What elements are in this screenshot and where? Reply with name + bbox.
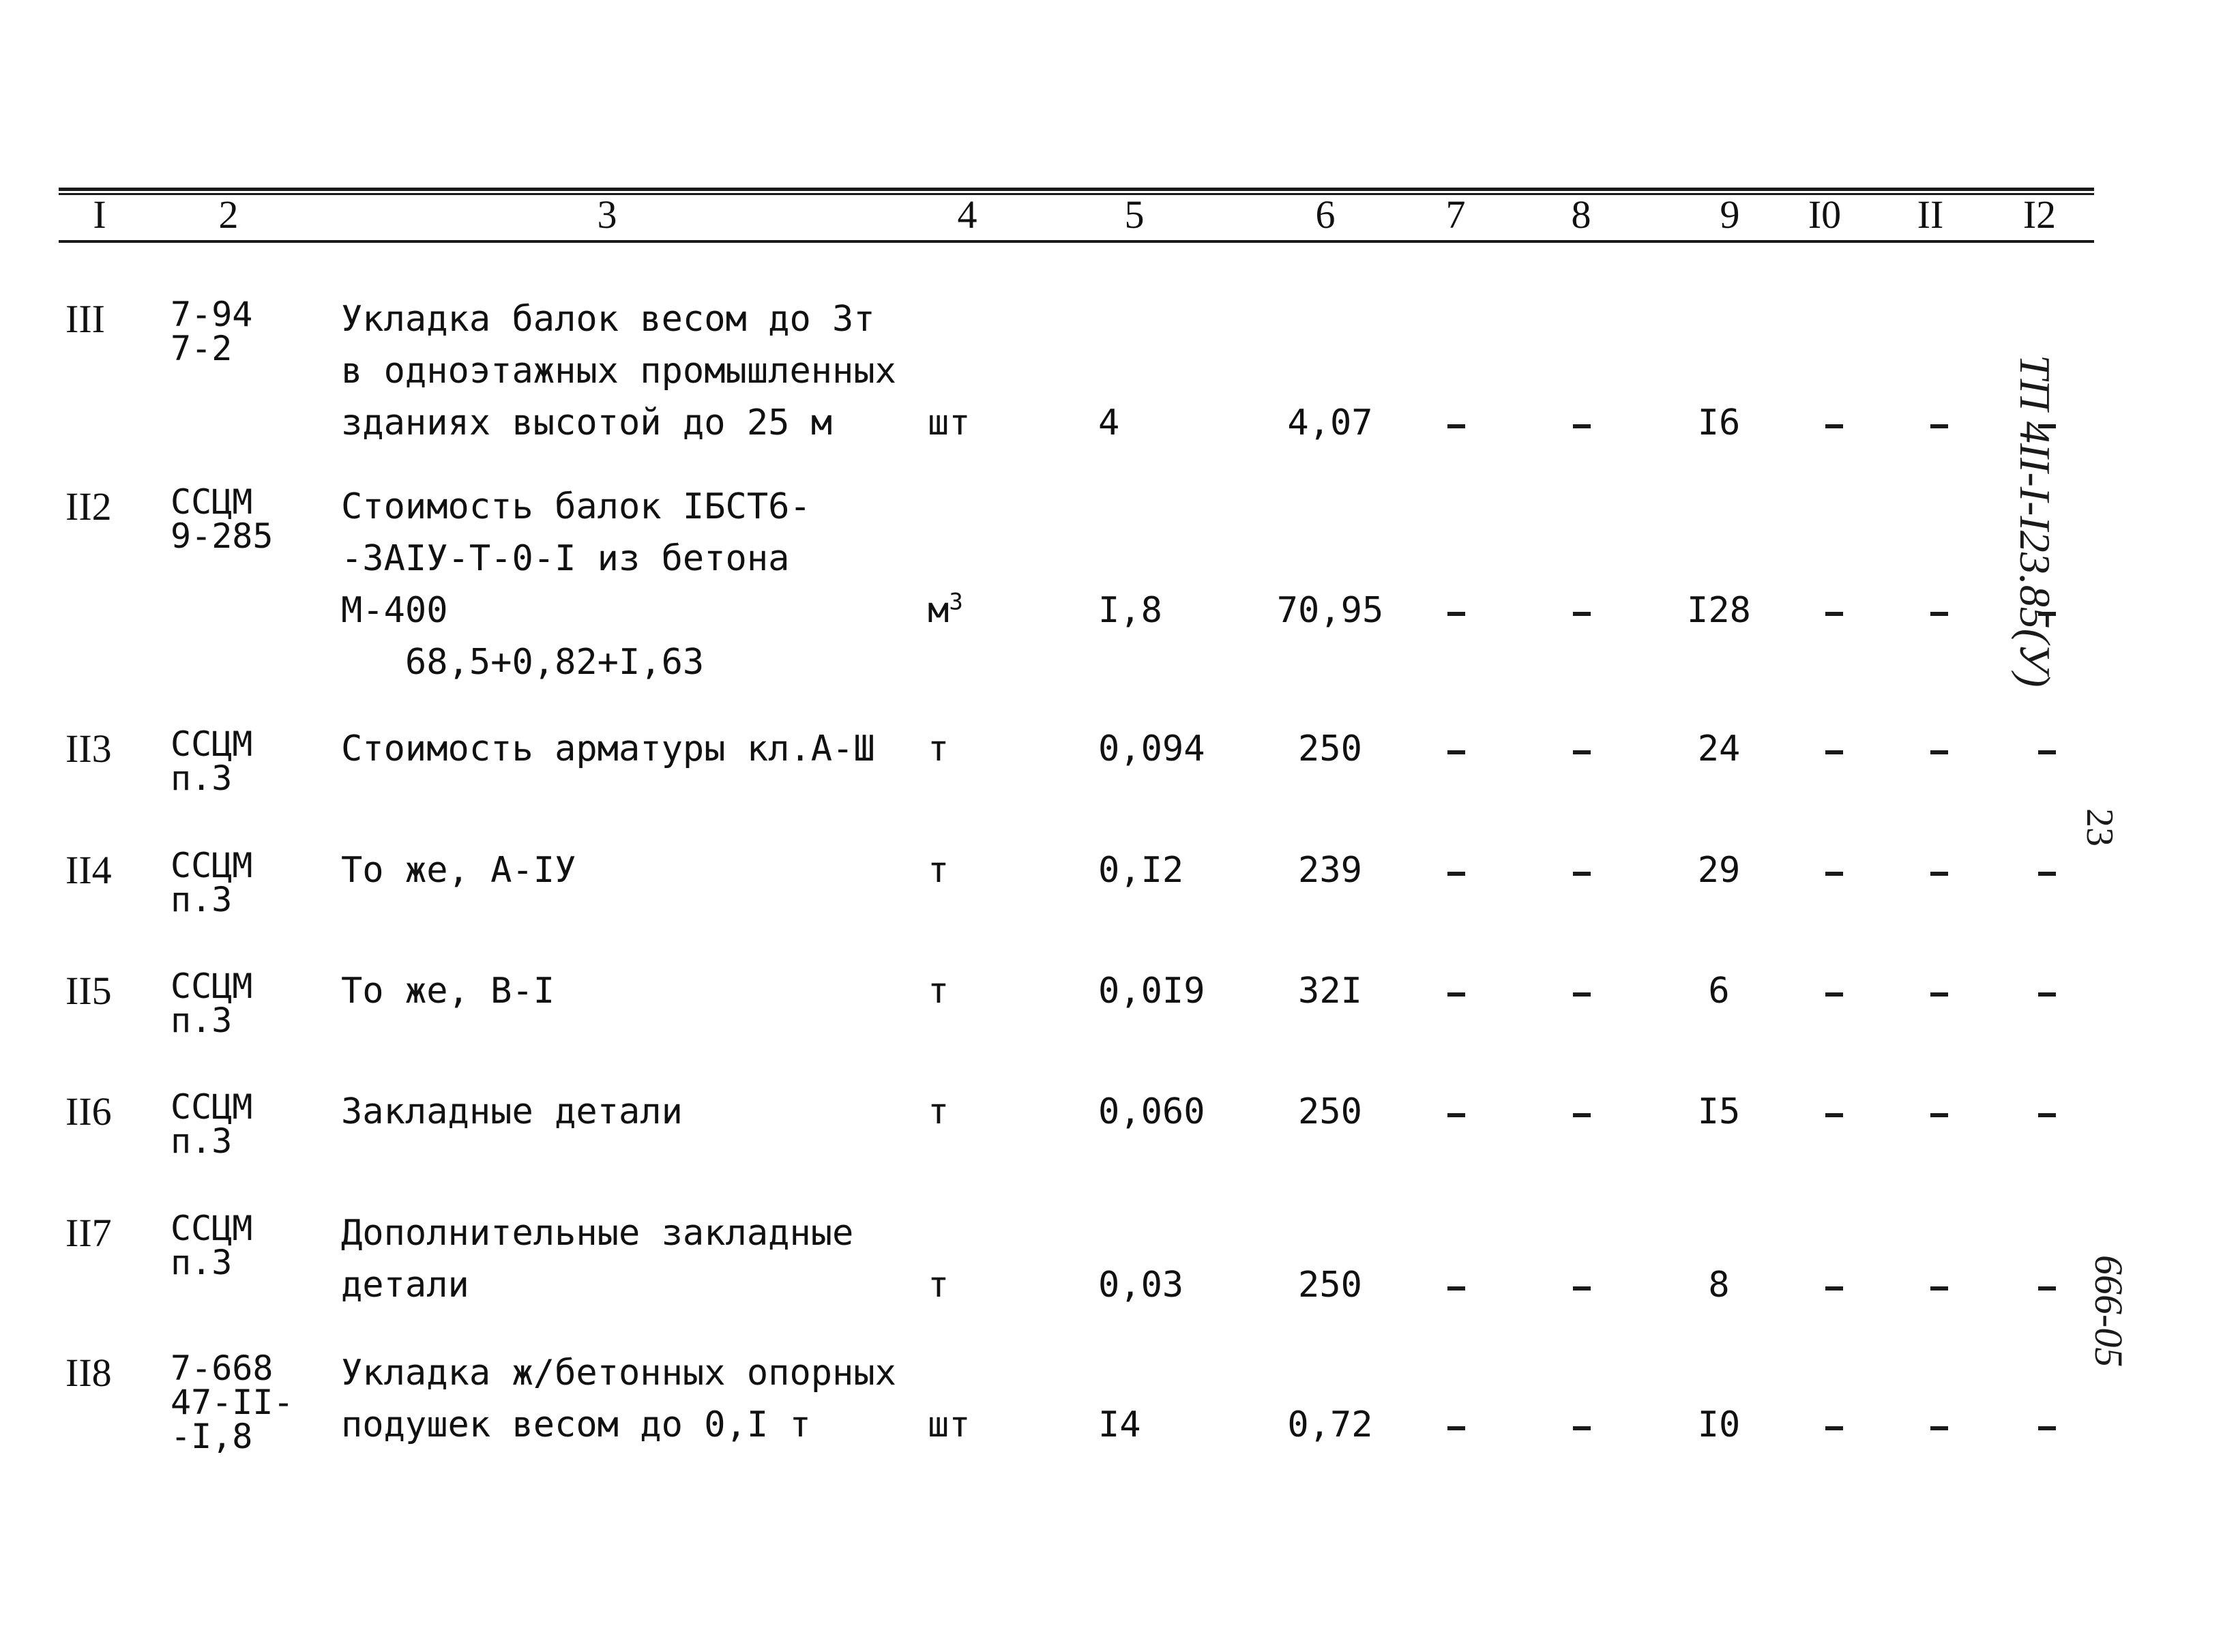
work-description-line: 68,5+0,82+I,63 [341,642,705,683]
norm-code-line: 7-2 [171,329,233,368]
work-description-line: детали [341,1265,469,1306]
row-number: II6 [65,1089,112,1134]
total-cost: 6 [1708,971,1730,1012]
norm-code-line: п.3 [171,758,233,798]
empty-dash-c12 [2038,750,2056,754]
total-cost: I28 [1687,590,1751,631]
header-cell-10: I0 [1808,192,1842,237]
unit-price: 4,07 [1287,402,1373,443]
table-top-rule [59,188,2094,191]
unit: т [928,850,949,891]
norm-code-line: ССЦМ [171,967,253,1006]
norm-code-line: 9-285 [171,516,274,556]
total-cost: 8 [1708,1265,1730,1306]
empty-dash-c8 [1573,750,1591,754]
norm-code-line: 47-II- [171,1383,294,1422]
empty-dash-c10 [1825,1426,1843,1430]
empty-dash-c11 [1930,424,1948,428]
unit: т [928,728,949,769]
empty-dash-c8 [1573,612,1591,616]
quantity: 0,0I9 [1098,971,1205,1012]
header-cell-2: 2 [218,192,239,237]
row-number: II7 [65,1211,112,1255]
empty-dash-c11 [1930,612,1948,616]
norm-code-line: ССЦМ [171,1209,253,1248]
total-cost: 24 [1697,728,1741,769]
row-number: III [65,297,105,341]
header-cell-12: I2 [2022,192,2057,237]
empty-dash-c7 [1447,1113,1465,1117]
empty-dash-c8 [1573,872,1591,876]
quantity: I4 [1098,1404,1141,1445]
empty-dash-c8 [1573,1286,1591,1290]
work-description-line: Стоимость арматуры кл.А-Ш [341,728,875,769]
empty-dash-c12 [2038,1286,2056,1290]
empty-dash-c7 [1447,424,1465,428]
sheet-number: 666-05 [2087,1255,2131,1368]
row-number: II2 [65,484,112,529]
quantity: 0,060 [1098,1091,1205,1132]
row-number: II4 [65,848,112,892]
empty-dash-c8 [1573,1113,1591,1117]
unit: т [928,1091,949,1132]
row-number: II8 [65,1351,112,1395]
unit-price: 250 [1298,1091,1362,1132]
unit-price: 70,95 [1276,590,1384,631]
header-cell-8: 8 [1571,192,1591,237]
total-cost: I0 [1697,1404,1741,1445]
page-number: 23 [2078,808,2121,846]
empty-dash-c12 [2038,1113,2056,1117]
quantity: 0,094 [1098,728,1205,769]
norm-code-line: -I,8 [171,1417,253,1456]
header-cell-9: 9 [1720,192,1740,237]
norm-code-line: ССЦМ [171,846,253,885]
norm-code-line: ССЦМ [171,482,253,522]
work-description-line: М-400 [341,590,448,631]
norm-code-line: 7-94 [171,295,253,334]
empty-dash-c11 [1930,872,1948,876]
empty-dash-c7 [1447,1426,1465,1430]
empty-dash-c10 [1825,1113,1843,1117]
norm-code-line: п.3 [171,1001,233,1040]
header-cell-5: 5 [1124,192,1145,237]
work-description-line: Укладка ж/бетонных опорных [341,1353,896,1393]
empty-dash-c8 [1573,424,1591,428]
quantity: 0,03 [1098,1265,1184,1306]
empty-dash-c7 [1447,750,1465,754]
header-bottom-rule [59,240,2094,243]
empty-dash-c12 [2038,872,2056,876]
work-description-line: зданиях высотой до 25 м [341,402,833,443]
unit-price: 250 [1298,728,1362,769]
empty-dash-c7 [1447,872,1465,876]
work-description-line: -3АIУ-Т-0-I из бетона [341,538,790,579]
empty-dash-c7 [1447,1286,1465,1290]
work-description-line: Стоимость балок IБСТ6- [341,486,811,527]
work-description-line: То же, А-IУ [341,850,576,891]
empty-dash-c10 [1825,992,1843,997]
empty-dash-c8 [1573,992,1591,997]
unit-price: 32I [1298,971,1362,1012]
empty-dash-c11 [1930,1426,1948,1430]
unit: шт [928,1404,971,1445]
norm-code-line: 7-668 [171,1348,274,1388]
header-cell-1: I [93,192,106,237]
unit: т [928,971,949,1012]
empty-dash-c11 [1930,750,1948,754]
empty-dash-c10 [1825,424,1843,428]
header-cell-4: 4 [957,192,977,237]
unit: шт [928,402,971,443]
row-number: II3 [65,726,112,771]
total-cost: 29 [1697,850,1741,891]
work-description-line: То же, В-I [341,971,555,1012]
empty-dash-c7 [1447,612,1465,616]
row-number: II5 [65,969,112,1013]
norm-code-line: п.3 [171,880,233,919]
work-description-line: подушек весом до 0,I т [341,1404,811,1445]
work-description-line: Закладные детали [341,1091,683,1132]
quantity: 0,I2 [1098,850,1184,891]
header-cell-7: 7 [1445,192,1466,237]
work-description-line: в одноэтажных промышленных [341,351,896,392]
work-description-line: Дополнительные закладные [341,1213,854,1254]
unit-superscript: 3 [949,588,963,616]
document-code: ТП 4II-I-I23.85(У) [2011,355,2059,688]
empty-dash-c7 [1447,992,1465,997]
quantity: 4 [1098,402,1120,443]
empty-dash-c10 [1825,872,1843,876]
empty-dash-c11 [1930,1286,1948,1290]
empty-dash-c10 [1825,750,1843,754]
header-cell-3: 3 [597,192,617,237]
norm-code-line: п.3 [171,1121,233,1161]
norm-code-line: ССЦМ [171,724,253,764]
norm-code-line: ССЦМ [171,1087,253,1127]
total-cost: I5 [1697,1091,1741,1132]
empty-dash-c10 [1825,612,1843,616]
quantity: I,8 [1098,590,1162,631]
unit-price: 239 [1298,850,1362,891]
total-cost: I6 [1697,402,1741,443]
empty-dash-c11 [1930,992,1948,997]
empty-dash-c10 [1825,1286,1843,1290]
empty-dash-c11 [1930,1113,1948,1117]
work-description-line: Укладка балок весом до 3т [341,299,875,340]
unit: т [928,1265,949,1306]
empty-dash-c12 [2038,992,2056,997]
empty-dash-c8 [1573,1426,1591,1430]
unit: $м^3$ [928,588,963,631]
header-cell-6: 6 [1315,192,1336,237]
unit-price: 0,72 [1287,1404,1373,1445]
unit-price: 250 [1298,1265,1362,1306]
norm-code-line: п.3 [171,1243,233,1282]
empty-dash-c12 [2038,1426,2056,1430]
header-cell-11: II [1917,192,1944,237]
